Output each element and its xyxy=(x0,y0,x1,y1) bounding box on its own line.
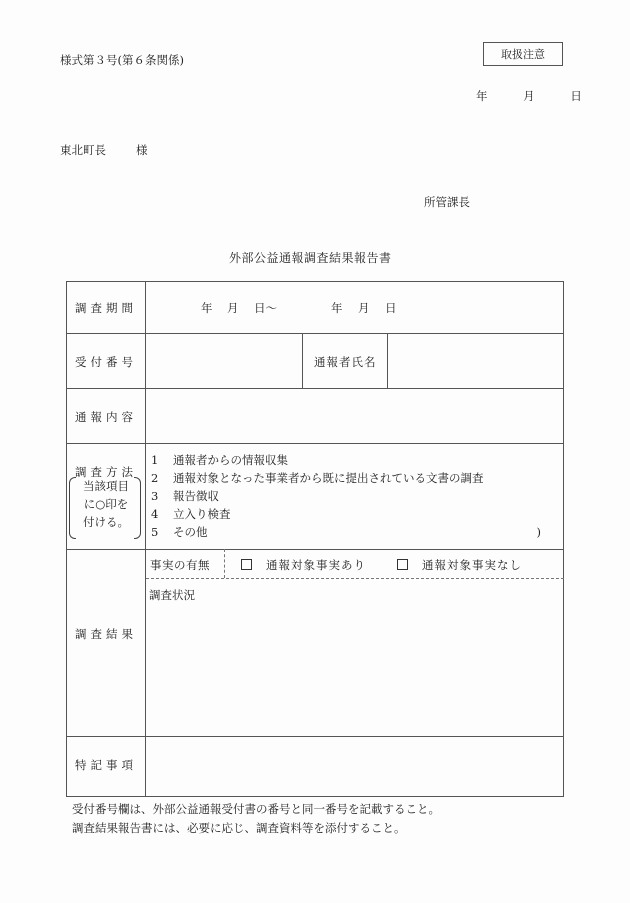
period-to-year[interactable]: 年 xyxy=(331,301,343,315)
row-divider xyxy=(67,549,564,550)
bracket-left-icon xyxy=(69,477,76,539)
receipt-number-label: 受付番号 xyxy=(75,355,137,369)
date-year: 年 xyxy=(476,89,488,103)
report-date xyxy=(476,88,582,104)
addressee-name: 東北町長 xyxy=(60,143,106,157)
period-label: 調査期間 xyxy=(75,301,137,315)
method-option-number: 1 xyxy=(151,453,159,467)
method-option-text: 通報者からの情報収集 xyxy=(173,453,288,467)
method-note-line: 当該項目 xyxy=(83,479,129,493)
method-option-text: 報告徴収 xyxy=(173,489,219,503)
bracket-right-icon xyxy=(134,477,141,539)
report-content-label: 通報内容 xyxy=(75,410,137,424)
checkbox-yes-icon[interactable] xyxy=(241,559,252,570)
fact-option-yes-label: 通報対象事実あり xyxy=(266,558,366,572)
period-to-day[interactable]: 日 xyxy=(385,301,397,315)
date-day: 日 xyxy=(570,89,582,103)
method-options xyxy=(151,451,541,541)
method-note xyxy=(69,477,141,539)
method-option-number: 2 xyxy=(151,471,159,485)
reporter-name-label: 通報者氏名 xyxy=(314,355,377,369)
fact-option-yes[interactable] xyxy=(241,557,366,573)
checkbox-no-icon[interactable] xyxy=(397,559,408,570)
method-option[interactable] xyxy=(151,469,541,487)
footnote: 調査結果報告書には、必要に応じ、調査資料等を添付すること。 xyxy=(72,821,406,835)
method-option-text: その他 xyxy=(173,525,208,539)
method-option-text: 立入り検査 xyxy=(173,507,231,521)
row-divider xyxy=(67,736,564,737)
fact-option-no[interactable] xyxy=(397,557,522,573)
method-option[interactable] xyxy=(151,451,541,469)
investigation-status-label: 調査状況 xyxy=(149,588,195,602)
remarks-field[interactable] xyxy=(151,747,556,787)
report-table xyxy=(66,281,564,797)
investigation-status-field[interactable] xyxy=(149,607,554,727)
date-month: 月 xyxy=(523,89,535,103)
row-divider xyxy=(67,388,564,389)
cell-divider xyxy=(302,333,303,388)
sender: 所管課長 xyxy=(424,195,470,209)
period-from-month[interactable]: 月 xyxy=(227,301,239,315)
method-label: 調査方法 xyxy=(75,465,137,479)
caution-label: 取扱注意 xyxy=(501,48,545,61)
fact-option-no-label: 通報対象事実なし xyxy=(422,558,522,572)
page-title: 外部公益通報調査結果報告書 xyxy=(229,251,392,265)
form-number: 様式第３号(第６条関係) xyxy=(60,53,184,67)
addressee xyxy=(60,142,148,158)
dashed-divider xyxy=(146,578,564,579)
label-column-divider xyxy=(145,282,146,797)
period-from-year[interactable]: 年 xyxy=(201,301,213,315)
method-note-line: 付ける。 xyxy=(83,515,129,529)
period-from-day[interactable]: 日～ xyxy=(254,301,277,315)
dashed-divider xyxy=(224,549,225,578)
method-option[interactable] xyxy=(151,487,541,505)
method-note-line: に○印を xyxy=(83,497,129,511)
row-divider xyxy=(67,333,564,334)
other-close-paren: ) xyxy=(536,525,541,539)
method-option-number: 3 xyxy=(151,489,159,503)
caution-stamp xyxy=(483,42,563,66)
period-to-month[interactable]: 月 xyxy=(358,301,370,315)
row-divider xyxy=(67,443,564,444)
fact-label: 事実の有無 xyxy=(150,558,210,572)
footnote: 受付番号欄は、外部公益通報受付書の番号と同一番号を記載すること。 xyxy=(72,802,440,816)
method-option-text: 通報対象となった事業者から既に提出されている文書の調査 xyxy=(173,471,484,485)
cell-divider xyxy=(387,333,388,388)
method-option-number: 5 xyxy=(151,525,159,539)
method-option-number: 4 xyxy=(151,507,159,521)
addressee-suffix: 様 xyxy=(136,143,148,157)
result-label: 調査結果 xyxy=(75,627,137,641)
remarks-label: 特記事項 xyxy=(75,758,137,772)
method-option[interactable] xyxy=(151,505,541,523)
method-option[interactable] xyxy=(151,523,541,541)
footnotes xyxy=(72,800,440,838)
